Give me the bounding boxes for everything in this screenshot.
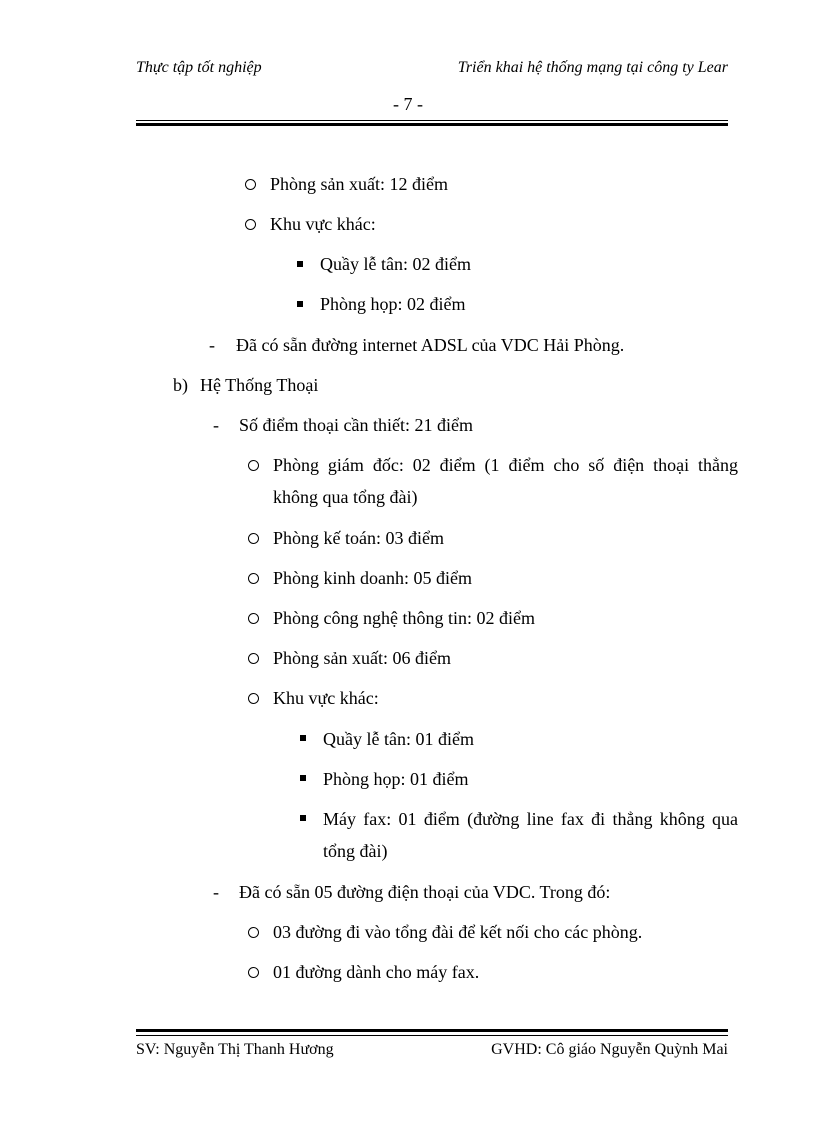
- list-item-san-xuat-phone: Phòng sản xuất: 06 điểm: [273, 648, 451, 668]
- page-number: - 7 -: [393, 94, 423, 114]
- circle-bullet-icon: [248, 653, 259, 664]
- list-item-giam-doc-line2: không qua tổng đài): [273, 487, 418, 507]
- footer-student-name: SV: Nguyễn Thị Thanh Hương: [136, 1041, 334, 1058]
- dash-marker: -: [209, 335, 215, 355]
- list-item-03-duong: 03 đường đi vào tổng đài để kết nối cho các phòng.: [273, 922, 643, 942]
- circle-bullet-icon: [248, 927, 259, 938]
- list-item-giam-doc-line1: Phòng giám đốc: 02 điểm (1 điểm cho số điện thoại thẳng: [273, 455, 738, 475]
- footer-rule-thin: [136, 1035, 728, 1036]
- header-rule-thin: [136, 120, 728, 121]
- list-item-cntt: Phòng công nghệ thông tin: 02 điểm: [273, 608, 535, 628]
- circle-bullet-icon: [248, 693, 259, 704]
- circle-bullet-icon: [245, 219, 256, 230]
- square-bullet-icon: [300, 815, 306, 821]
- list-item-net-khu-vuc-khac: Khu vực khác:: [270, 214, 376, 234]
- sub-item-may-fax-line1: Máy fax: 01 điểm (đường line fax đi thẳng không qua: [323, 809, 738, 829]
- circle-bullet-icon: [248, 533, 259, 544]
- dash-marker: -: [213, 415, 219, 435]
- header-rule-thick: [136, 123, 728, 126]
- sub-item-net-phong-hop: Phòng họp: 02 điểm: [320, 294, 466, 314]
- section-b-marker: b): [173, 375, 188, 395]
- header-right-text: Triển khai hệ thống mạng tại công ty Lear: [457, 59, 728, 76]
- footer-supervisor-name: GVHD: Cô giáo Nguyễn Quỳnh Mai: [491, 1041, 728, 1058]
- list-item-01-duong: 01 đường dành cho máy fax.: [273, 962, 480, 982]
- list-item-kinh-doanh: Phòng kinh doanh: 05 điểm: [273, 568, 472, 588]
- sub-item-net-quay-le-tan: Quầy lễ tân: 02 điểm: [320, 254, 471, 274]
- circle-bullet-icon: [248, 460, 259, 471]
- header-left-text: Thực tập tốt nghiệp: [136, 59, 262, 76]
- list-item-ke-toan: Phòng kế toán: 03 điểm: [273, 528, 444, 548]
- square-bullet-icon: [300, 735, 306, 741]
- dash-marker: -: [213, 882, 219, 902]
- circle-bullet-icon: [248, 573, 259, 584]
- sub-item-may-fax-line2: tổng đài): [323, 841, 388, 861]
- circle-bullet-icon: [248, 967, 259, 978]
- section-b-title: Hệ Thống Thoại: [200, 375, 319, 395]
- dash-item-duong-dien-thoai: Đã có sẵn 05 đường điện thoại của VDC. Trong đó:: [239, 882, 611, 902]
- list-item-khu-vuc-khac-phone: Khu vực khác:: [273, 688, 379, 708]
- footer-rule-thick: [136, 1029, 728, 1032]
- sub-item-phone-phong-hop: Phòng họp: 01 điểm: [323, 769, 469, 789]
- circle-bullet-icon: [245, 179, 256, 190]
- square-bullet-icon: [297, 301, 303, 307]
- sub-item-phone-quay-le-tan: Quầy lễ tân: 01 điểm: [323, 729, 474, 749]
- square-bullet-icon: [300, 775, 306, 781]
- dash-item-so-diem-thoai: Số điểm thoại cần thiết: 21 điểm: [239, 415, 473, 435]
- dash-item-internet: Đã có sẵn đường internet ADSL của VDC Hải Phòng.: [236, 335, 625, 355]
- square-bullet-icon: [297, 261, 303, 267]
- list-item-net-san-xuat: Phòng sản xuất: 12 điểm: [270, 174, 448, 194]
- circle-bullet-icon: [248, 613, 259, 624]
